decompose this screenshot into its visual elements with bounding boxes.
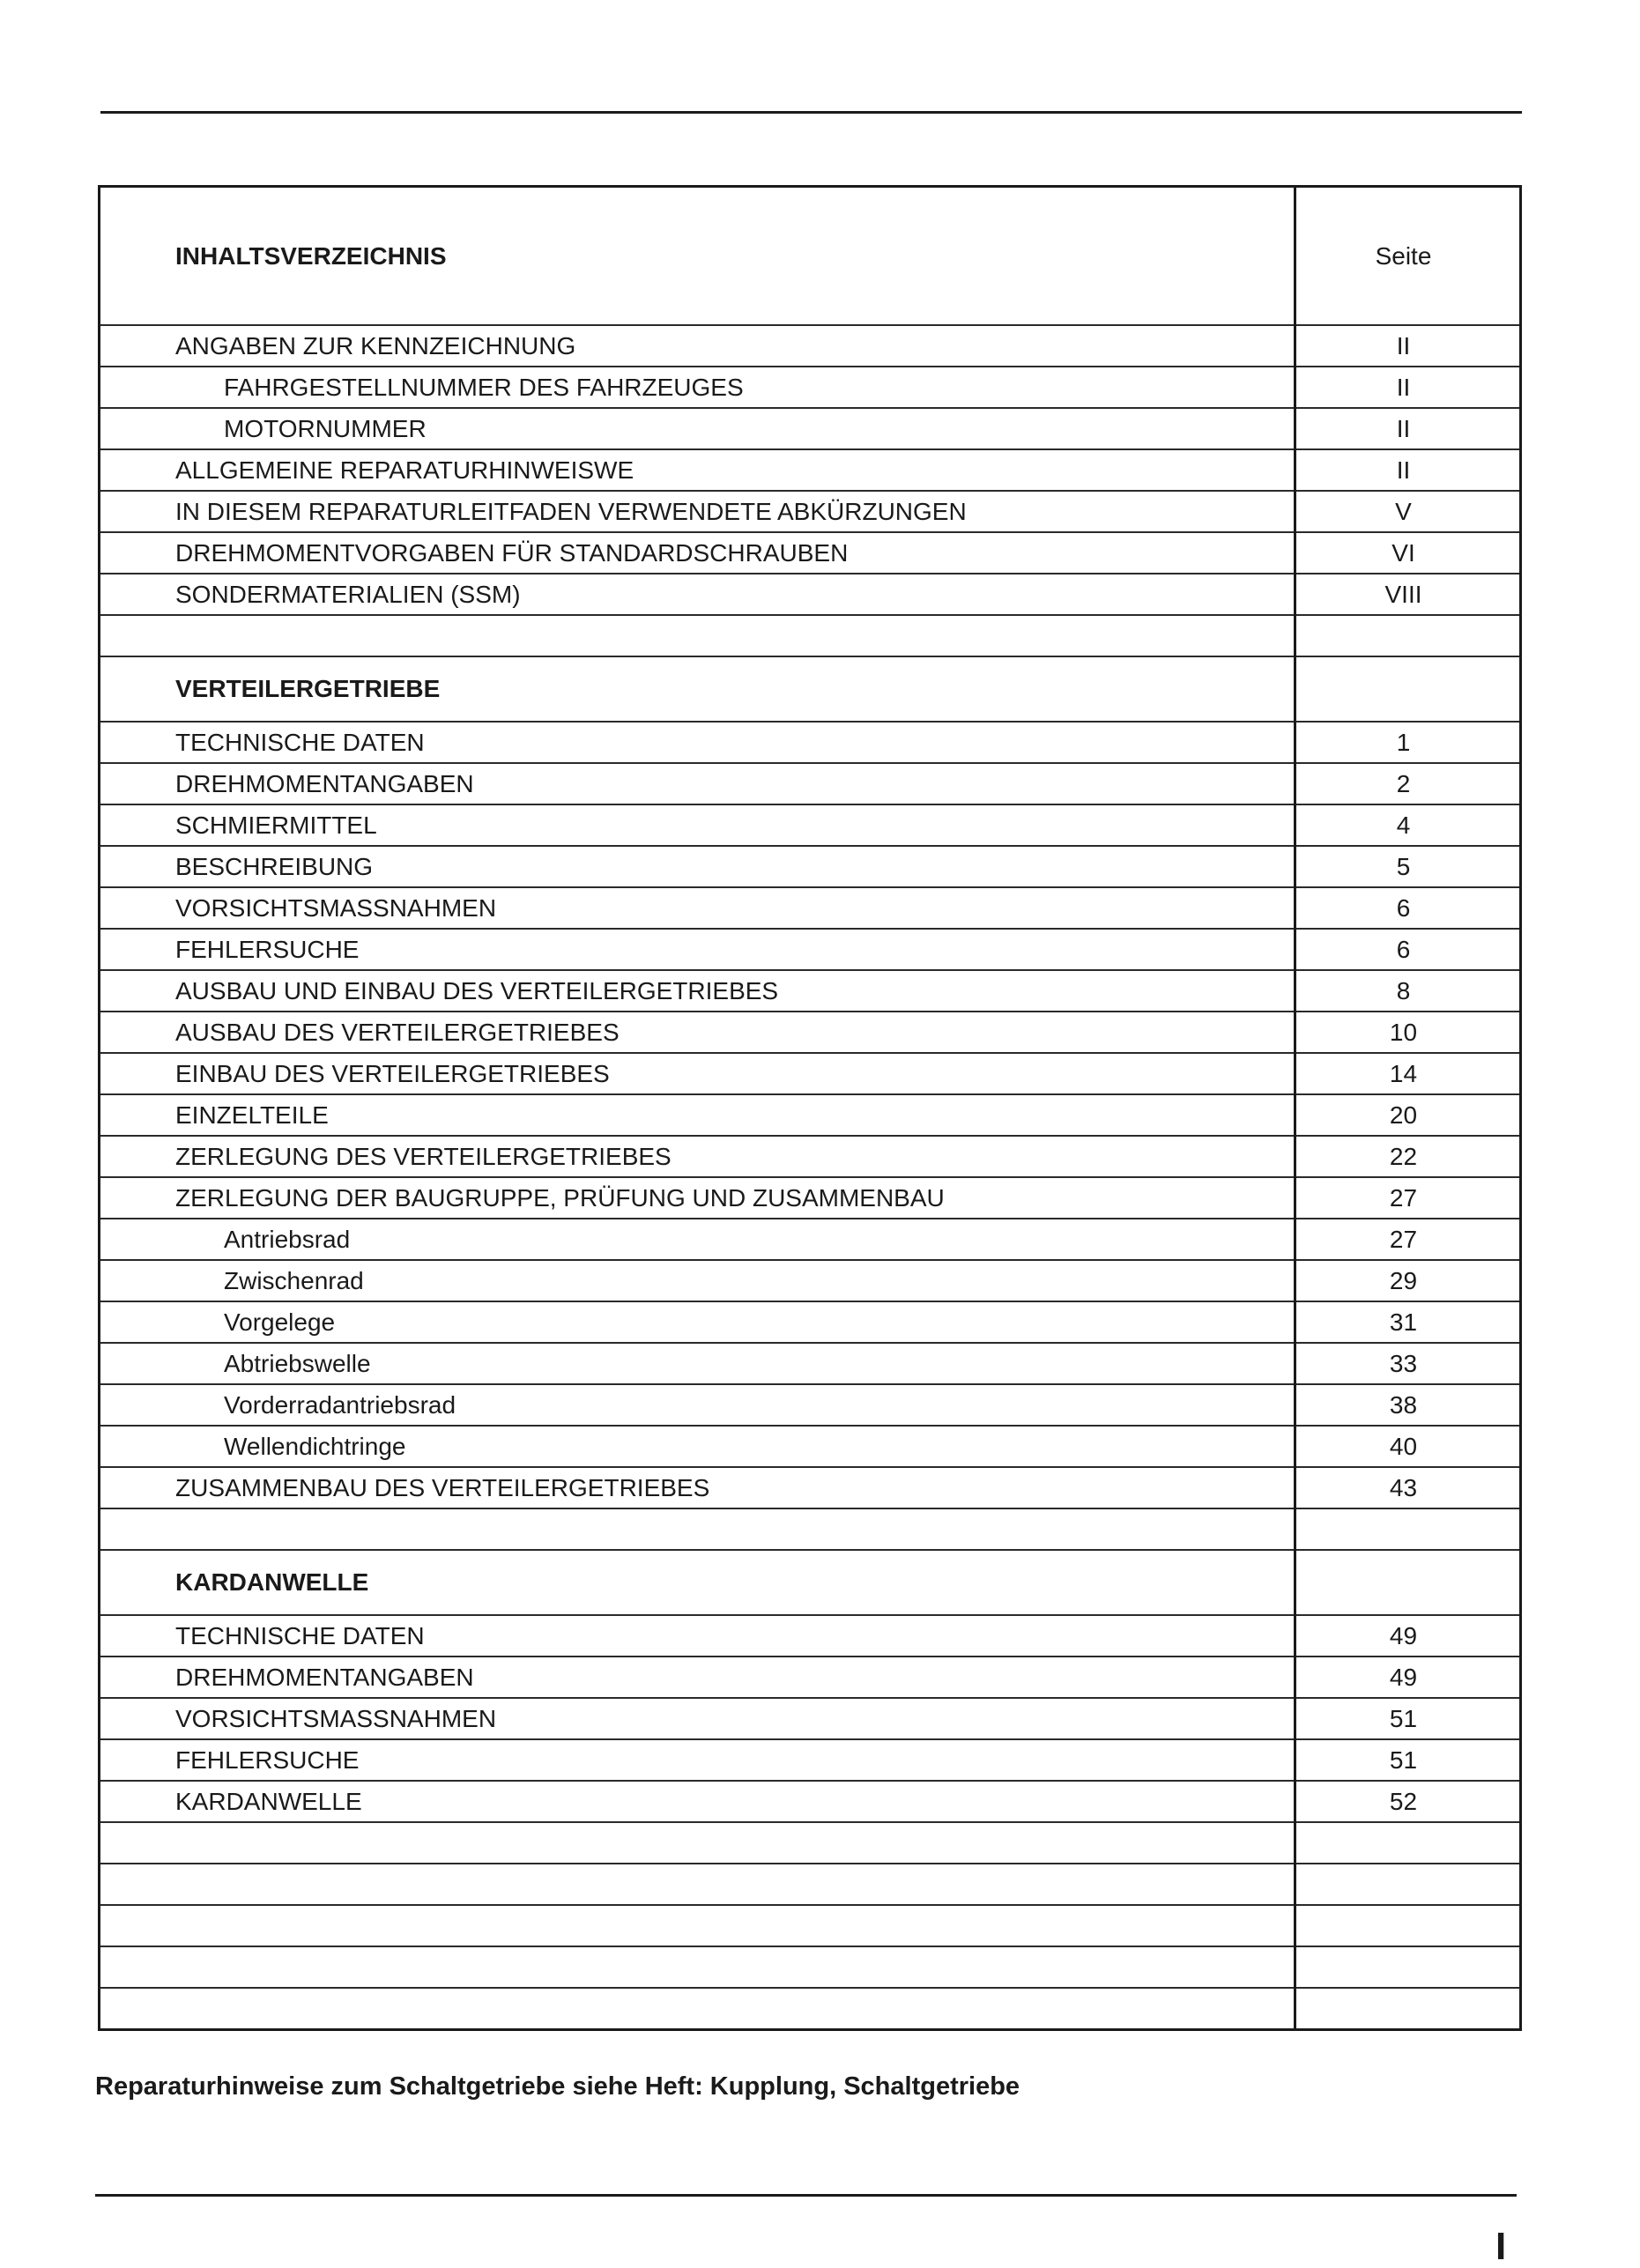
toc-entry-page: 2 — [1295, 763, 1521, 804]
toc-blank-row — [100, 615, 1521, 656]
toc-entry-title: ZERLEGUNG DES VERTEILERGETRIEBES — [100, 1136, 1295, 1177]
toc-entry-title: SONDERMATERIALIEN (SSM) — [100, 574, 1295, 615]
toc-entry-title: EINZELTEILE — [100, 1094, 1295, 1136]
toc-entry-page: 10 — [1295, 1012, 1521, 1053]
toc-row — [100, 408, 1521, 449]
toc-entry-page: 27 — [1295, 1219, 1521, 1260]
toc-heading: INHALTSVERZEICHNIS — [100, 187, 1295, 326]
toc-entry-page: 29 — [1295, 1260, 1521, 1301]
toc-row — [100, 929, 1521, 970]
toc-entry-page: 27 — [1295, 1177, 1521, 1219]
section-title: KARDANWELLE — [100, 1550, 1295, 1615]
toc-row — [100, 1177, 1521, 1219]
toc-entry-page: VI — [1295, 532, 1521, 574]
toc-entry-title: Zwischenrad — [100, 1260, 1295, 1301]
toc-entry-title: AUSBAU UND EINBAU DES VERTEILERGETRIEBES — [100, 970, 1295, 1012]
toc-row — [100, 1301, 1521, 1343]
toc-entry-page: 43 — [1295, 1467, 1521, 1508]
toc-entry-page: II — [1295, 367, 1521, 408]
toc-entry-page: 51 — [1295, 1739, 1521, 1781]
toc-entry-title: Abtriebswelle — [100, 1343, 1295, 1384]
toc-row — [100, 970, 1521, 1012]
toc-entry-title: DREHMOMENTANGABEN — [100, 1657, 1295, 1698]
toc-blank-row — [100, 1946, 1521, 1988]
toc-row — [100, 804, 1521, 846]
toc-blank-row — [100, 1508, 1521, 1550]
toc-row — [100, 1343, 1521, 1384]
toc-row — [100, 574, 1521, 615]
toc-entry-title: DREHMOMENTANGABEN — [100, 763, 1295, 804]
toc-entry-title: SCHMIERMITTEL — [100, 804, 1295, 846]
toc-entry-title: BESCHREIBUNG — [100, 846, 1295, 887]
toc-row — [100, 532, 1521, 574]
toc-entry-page: 14 — [1295, 1053, 1521, 1094]
toc-row — [100, 1094, 1521, 1136]
toc-entry-page: 52 — [1295, 1781, 1521, 1822]
toc-blank-row — [100, 1905, 1521, 1946]
toc-entry-page: 5 — [1295, 846, 1521, 887]
toc-row — [100, 1426, 1521, 1467]
toc-row — [100, 1053, 1521, 1094]
toc-row — [100, 367, 1521, 408]
toc-row — [100, 1467, 1521, 1508]
toc-entry-page: 40 — [1295, 1426, 1521, 1467]
toc-entry-title: KARDANWELLE — [100, 1781, 1295, 1822]
toc-entry-title: VORSICHTSMASSNAHMEN — [100, 1698, 1295, 1739]
toc-entry-title: ZERLEGUNG DER BAUGRUPPE, PRÜFUNG UND ZUSAMMENBAU — [100, 1177, 1295, 1219]
toc-entry-page: 1 — [1295, 722, 1521, 763]
section-header-kardanwelle — [100, 1550, 1521, 1615]
toc-entry-title: FEHLERSUCHE — [100, 929, 1295, 970]
toc-row — [100, 1012, 1521, 1053]
toc-entry-title: Wellendichtringe — [100, 1426, 1295, 1467]
toc-entry-page: 8 — [1295, 970, 1521, 1012]
toc-row — [100, 1615, 1521, 1657]
toc-entry-title: Antriebsrad — [100, 1219, 1295, 1260]
toc-entry-page: 6 — [1295, 929, 1521, 970]
toc-entry-title: ANGABEN ZUR KENNZEICHNUNG — [100, 325, 1295, 367]
toc-entry-title: FAHRGESTELLNUMMER DES FAHRZEUGES — [100, 367, 1295, 408]
toc-entry-title: AUSBAU DES VERTEILERGETRIEBES — [100, 1012, 1295, 1053]
top-rule — [100, 111, 1522, 114]
toc-entry-page: 20 — [1295, 1094, 1521, 1136]
toc-blank-row — [100, 1988, 1521, 2030]
page-number: I — [1495, 2225, 1507, 2268]
toc-entry-page: 4 — [1295, 804, 1521, 846]
toc-header-row — [100, 187, 1521, 326]
toc-row — [100, 491, 1521, 532]
toc-entry-page: 49 — [1295, 1657, 1521, 1698]
toc-row — [100, 449, 1521, 491]
toc-entry-title: EINBAU DES VERTEILERGETRIEBES — [100, 1053, 1295, 1094]
page-column-heading: Seite — [1295, 187, 1521, 326]
toc-entry-title: ALLGEMEINE REPARATURHINWEISWE — [100, 449, 1295, 491]
section-title: VERTEILERGETRIEBE — [100, 656, 1295, 722]
toc-entry-title: VORSICHTSMASSNAHMEN — [100, 887, 1295, 929]
toc-entry-page: 6 — [1295, 887, 1521, 929]
toc-row — [100, 1739, 1521, 1781]
section-header-verteilergetriebe — [100, 656, 1521, 722]
toc-row — [100, 722, 1521, 763]
toc-row — [100, 325, 1521, 367]
toc-entry-title: DREHMOMENTVORGABEN FÜR STANDARDSCHRAUBEN — [100, 532, 1295, 574]
toc-row — [100, 1384, 1521, 1426]
toc-entry-page: V — [1295, 491, 1521, 532]
toc-row — [100, 846, 1521, 887]
toc-entry-title: IN DIESEM REPARATURLEITFADEN VERWENDETE ABKÜRZUNGEN — [100, 491, 1295, 532]
toc-entry-page: 33 — [1295, 1343, 1521, 1384]
toc-entry-page: 51 — [1295, 1698, 1521, 1739]
toc-entry-page: 38 — [1295, 1384, 1521, 1426]
footnote: Reparaturhinweise zum Schaltgetriebe siehe Heft: Kupplung, Schaltgetriebe — [95, 2072, 1020, 2101]
toc-blank-row — [100, 1822, 1521, 1864]
toc-entry-page: II — [1295, 449, 1521, 491]
toc-row — [100, 763, 1521, 804]
toc-row — [100, 887, 1521, 929]
toc-entry-title: TECHNISCHE DATEN — [100, 722, 1295, 763]
toc-row — [100, 1136, 1521, 1177]
toc-table — [98, 185, 1522, 2031]
toc-entry-title: TECHNISCHE DATEN — [100, 1615, 1295, 1657]
toc-entry-page: 31 — [1295, 1301, 1521, 1343]
toc-entry-page: 22 — [1295, 1136, 1521, 1177]
toc-entry-title: MOTORNUMMER — [100, 408, 1295, 449]
toc-row — [100, 1260, 1521, 1301]
toc-row — [100, 1657, 1521, 1698]
toc-row — [100, 1698, 1521, 1739]
toc-row — [100, 1219, 1521, 1260]
toc-blank-row — [100, 1864, 1521, 1905]
toc-entry-title: Vorderradantriebsrad — [100, 1384, 1295, 1426]
toc-entry-title: ZUSAMMENBAU DES VERTEILERGETRIEBES — [100, 1467, 1295, 1508]
toc-entry-page: VIII — [1295, 574, 1521, 615]
toc-entry-page: II — [1295, 325, 1521, 367]
toc-entry-title: FEHLERSUCHE — [100, 1739, 1295, 1781]
toc-entry-page: II — [1295, 408, 1521, 449]
bottom-rule — [95, 2194, 1517, 2197]
toc-entry-title: Vorgelege — [100, 1301, 1295, 1343]
toc-entry-page: 49 — [1295, 1615, 1521, 1657]
toc-row — [100, 1781, 1521, 1822]
